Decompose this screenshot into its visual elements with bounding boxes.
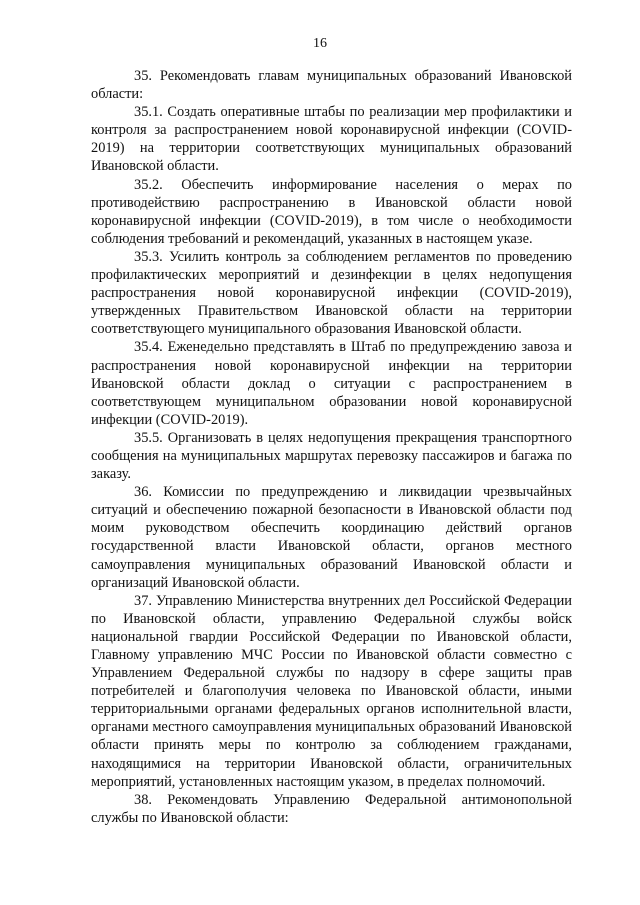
paragraph-35-5: 35.5. Организовать в целях недопущения прекращения транспортного сообщения на муниципальных маршрутах перевозку пассажиров и багажа по заказу.	[91, 429, 572, 483]
paragraph-35: 35. Рекомендовать главам муниципальных образований Ивановской области:	[91, 68, 572, 103]
paragraph-35-4: 35.4. Еженедельно представлять в Штаб по предупреждению завоза и распространения новой коронавирусной инфекции на территории Ивановской области доклад о ситуации с распространением в соответствующем муниципальном образовании новой коронавирусной инфекции (COVID-2019).	[91, 339, 572, 428]
paragraph-35-3: 35.3. Усилить контроль за соблюдением регламентов по проведению профилактических мероприятий и дезинфекции в целях недопущения распространения новой коронавирусной инфекции (COVID-2019), утвержденных Правительством Ивановской области на территории соответствующего муниципального образования Ивановской области.	[91, 248, 572, 338]
paragraph-38: 38. Рекомендовать Управлению Федеральной антимонопольной службы по Ивановской области:	[91, 791, 572, 826]
paragraph-35-2: 35.2. Обеспечить информирование населения о мерах по противодействию распространению в Ивановской области новой коронавирусной инфекции (COVID-2019), в том числе о необходимости соблюдения требований и рекомендаций, указанных в настоящем указе.	[91, 176, 572, 247]
paragraph-37: 37. Управлению Министерства внутренних дел Российской Федерации по Ивановской области, управлению Федеральной службы войск национальной гвардии Российской Федерации по Ивановской области, Главному управлению МЧС России по Ивановской области совместно с Управлением Федеральной службы по надзору в сфере защиты прав потребителей и благополучия человека по Ивановской области, иными территориальными органами федеральных органов исполнительной власти, органами местного самоуправления муниципальных образований Ивановской области принять меры по контролю за соблюдением гражданами, находящимися на территории Ивановской области, ограничительных мероприятий, установленных настоящим указом, в пределах полномочий.	[91, 592, 572, 790]
page-number: 16	[313, 36, 327, 51]
paragraph-35-1: 35.1. Создать оперативные штабы по реализации мер профилактики и контроля за распространением новой коронавирусной инфекции (COVID-2019) на территории соответствующих муниципальных образований Ивановской области.	[91, 104, 572, 175]
document-body	[91, 67, 572, 827]
paragraph-36: 36. Комиссии по предупреждению и ликвидации чрезвычайных ситуаций и обеспечению пожарной безопасности в Ивановской области под моим руководством обеспечить координацию действий органов государственной власти Ивановской области, органов местного самоуправления муниципальных образований Ивановской области и организаций Ивановской области.	[91, 484, 572, 591]
